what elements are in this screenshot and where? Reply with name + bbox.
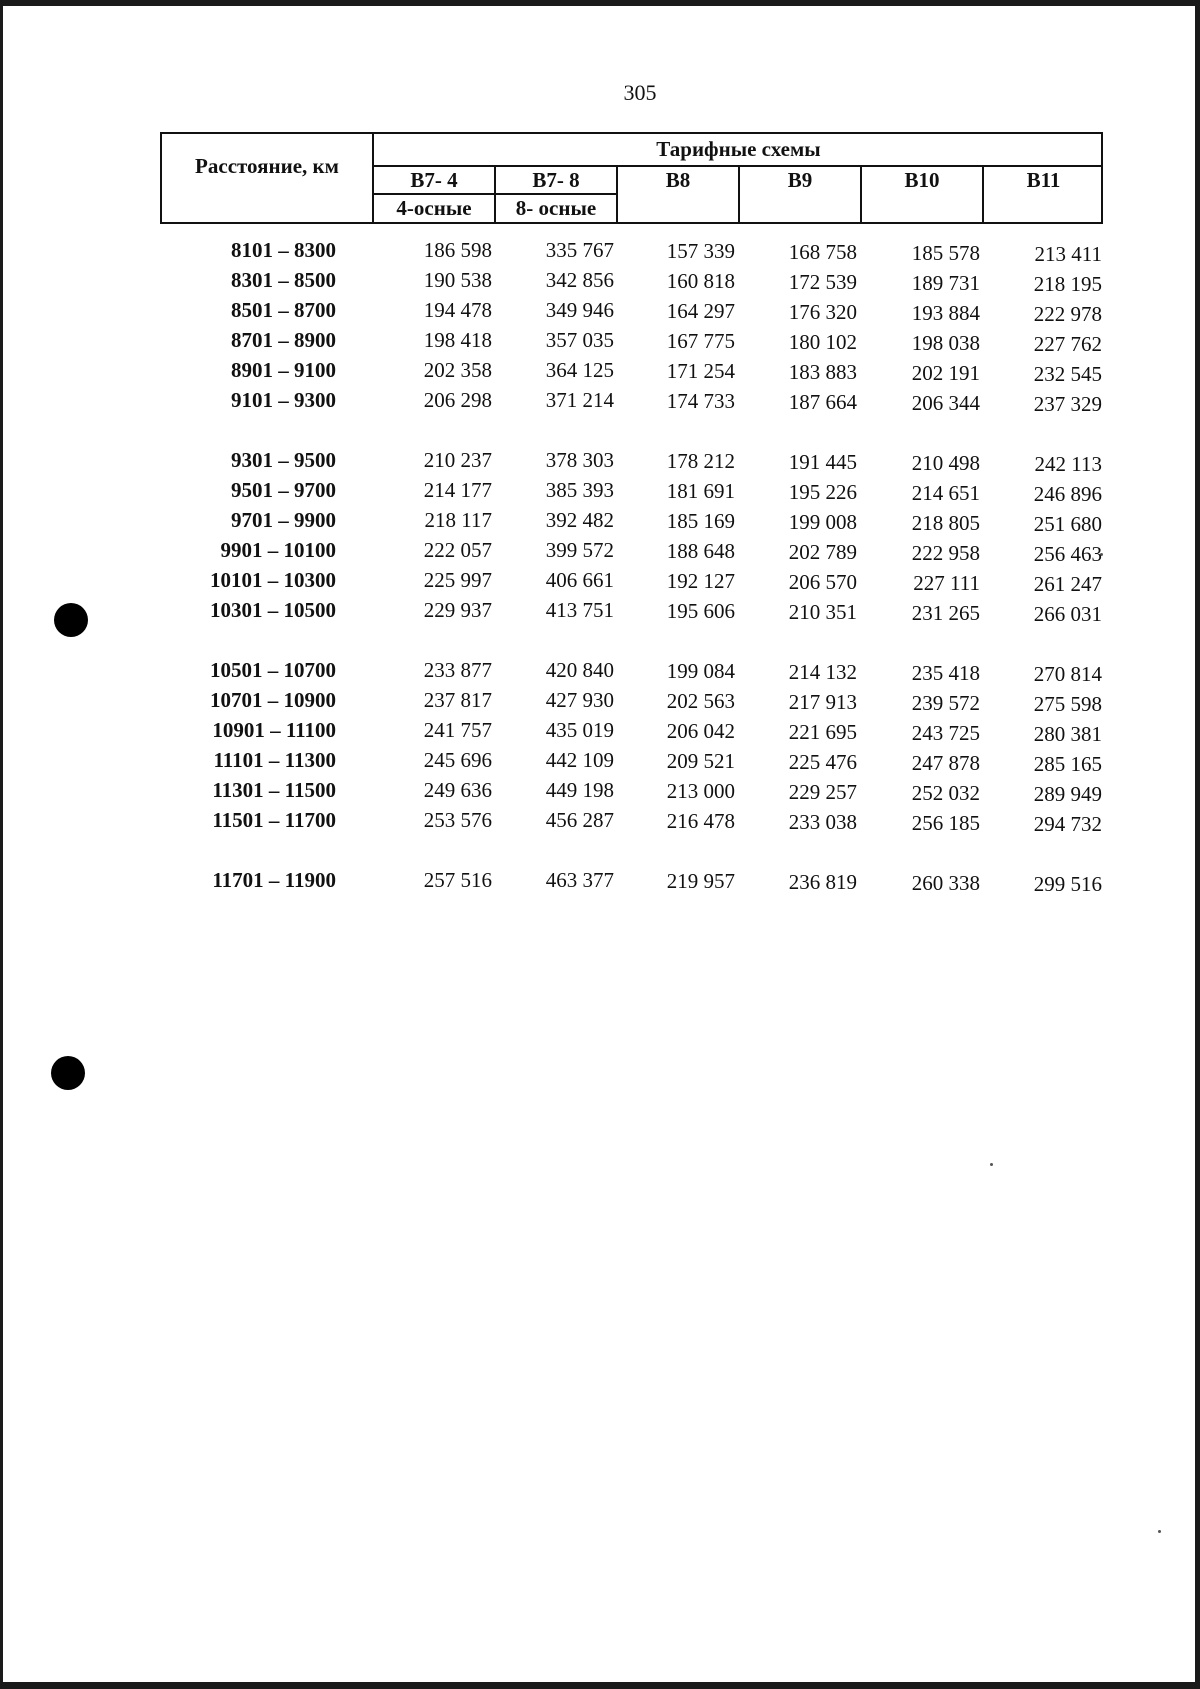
- tariff-value-cell: 176 320: [788, 300, 857, 324]
- distance-range-cell: 9101 – 9300: [231, 388, 336, 412]
- tariff-value-cell: 202 358: [423, 358, 492, 382]
- scan-speck: [990, 1163, 993, 1166]
- tariff-value-cell: 227 762: [1033, 332, 1102, 356]
- tariff-value-cell: 378 303: [545, 448, 614, 472]
- tariff-value-cell: 216 478: [666, 809, 735, 833]
- tariff-value-cell: 231 265: [911, 601, 980, 625]
- tariff-value-cell: 349 946: [545, 298, 614, 322]
- tariff-value-cell: 413 751: [545, 598, 614, 622]
- tariff-value-cell: 371 214: [545, 388, 614, 412]
- tariff-value-cell: 399 572: [545, 538, 614, 562]
- tariff-value-cell: 245 696: [423, 748, 492, 772]
- table-row: [0, 808, 1200, 836]
- column-header-b7-4: В7- 4: [410, 167, 458, 192]
- column-header-b8: В8: [665, 167, 691, 192]
- tariff-value-cell: 275 598: [1033, 692, 1102, 716]
- tariff-value-cell: 243 725: [911, 721, 980, 745]
- tariff-value-cell: 385 393: [545, 478, 614, 502]
- tariff-value-cell: 202 563: [666, 689, 735, 713]
- scan-border-bottom: [0, 1682, 1200, 1689]
- table-row: [0, 328, 1200, 356]
- tariff-value-cell: 236 819: [788, 870, 857, 894]
- tariff-value-cell: 285 165: [1033, 752, 1102, 776]
- tariff-value-cell: 222 978: [1033, 302, 1102, 326]
- tariff-value-cell: 219 957: [666, 869, 735, 893]
- distance-range-cell: 10501 – 10700: [210, 658, 336, 682]
- distance-range-cell: 10901 – 11100: [212, 718, 336, 742]
- table-row: [0, 358, 1200, 386]
- tariff-value-cell: 227 111: [913, 571, 980, 595]
- tariff-value-cell: 160 818: [666, 269, 735, 293]
- column-header-b7-8: В7- 8: [532, 167, 580, 192]
- tariff-value-cell: 252 032: [911, 781, 980, 805]
- tariff-value-cell: 246 896: [1033, 482, 1102, 506]
- tariff-value-cell: 210 237: [423, 448, 492, 472]
- distance-range-cell: 9501 – 9700: [231, 478, 336, 502]
- tariff-value-cell: 463 377: [545, 868, 614, 892]
- tariff-value-cell: 294 732: [1033, 812, 1102, 836]
- table-row: [0, 448, 1200, 476]
- tariff-value-cell: 364 125: [545, 358, 614, 382]
- tariff-value-cell: 253 576: [423, 808, 492, 832]
- tariff-value-cell: 172 539: [788, 270, 857, 294]
- tariff-value-cell: 157 339: [666, 239, 735, 263]
- scan-speck: [1158, 1530, 1161, 1533]
- tariff-value-cell: 199 084: [666, 659, 735, 683]
- tariff-value-cell: 229 257: [788, 780, 857, 804]
- distance-range-cell: 10701 – 10900: [210, 688, 336, 712]
- distance-range-cell: 10301 – 10500: [210, 598, 336, 622]
- tariff-value-cell: 206 042: [666, 719, 735, 743]
- tariff-value-cell: 435 019: [545, 718, 614, 742]
- table-header: [160, 132, 1103, 224]
- tariff-value-cell: 206 344: [911, 391, 980, 415]
- tariff-value-cell: 251 680: [1033, 512, 1102, 536]
- table-row: [0, 508, 1200, 536]
- tariff-value-cell: 213 411: [1034, 242, 1102, 266]
- tariff-value-cell: 406 661: [545, 568, 614, 592]
- tariff-value-cell: 180 102: [788, 330, 857, 354]
- tariff-value-cell: 187 664: [788, 390, 857, 414]
- tariff-value-cell: 449 198: [545, 778, 614, 802]
- distance-range-cell: 11301 – 11500: [212, 778, 336, 802]
- tariff-value-cell: 289 949: [1033, 782, 1102, 806]
- distance-range-cell: 9901 – 10100: [220, 538, 336, 562]
- tariff-value-cell: 189 731: [911, 271, 980, 295]
- distance-range-cell: 10101 – 10300: [210, 568, 336, 592]
- tariff-value-cell: 202 789: [788, 540, 857, 564]
- tariff-value-cell: 199 008: [788, 510, 857, 534]
- tariff-value-cell: 191 445: [788, 450, 857, 474]
- tariff-value-cell: 185 578: [911, 241, 980, 265]
- tariff-value-cell: 442 109: [545, 748, 614, 772]
- distance-header: Расстояние, км: [195, 153, 339, 178]
- tariff-value-cell: 456 287: [545, 808, 614, 832]
- tariff-value-cell: 225 997: [423, 568, 492, 592]
- tariff-value-cell: 266 031: [1033, 602, 1102, 626]
- tariff-value-cell: 237 817: [423, 688, 492, 712]
- tariff-value-cell: 241 757: [423, 718, 492, 742]
- tariff-value-cell: 190 538: [423, 268, 492, 292]
- tariff-value-cell: 221 695: [788, 720, 857, 744]
- tariff-value-cell: 270 814: [1033, 662, 1102, 686]
- tariff-value-cell: 299 516: [1033, 872, 1102, 896]
- table-row: [0, 568, 1200, 596]
- distance-range-cell: 8301 – 8500: [231, 268, 336, 292]
- tariff-value-cell: 174 733: [666, 389, 735, 413]
- tariff-value-cell: 335 767: [545, 238, 614, 262]
- tariff-value-cell: 214 177: [423, 478, 492, 502]
- tariff-value-cell: 222 057: [423, 538, 492, 562]
- tariff-value-cell: 427 930: [545, 688, 614, 712]
- distance-range-cell: 11101 – 11300: [213, 748, 336, 772]
- table-row: [0, 238, 1200, 266]
- tariff-value-cell: 256 185: [911, 811, 980, 835]
- tariff-value-cell: 242 113: [1034, 452, 1102, 476]
- tariff-value-cell: 342 856: [545, 268, 614, 292]
- table-row: [0, 868, 1200, 896]
- tariff-value-cell: 209 521: [666, 749, 735, 773]
- column-header-b11: В11: [1026, 167, 1061, 192]
- tariff-value-cell: 195 226: [788, 480, 857, 504]
- table-row: [0, 748, 1200, 776]
- tariff-value-cell: 247 878: [911, 751, 980, 775]
- distance-range-cell: 8501 – 8700: [231, 298, 336, 322]
- tariff-value-cell: 194 478: [423, 298, 492, 322]
- tariff-value-cell: 202 191: [911, 361, 980, 385]
- tariff-value-cell: 256 463: [1033, 542, 1102, 566]
- table-row: [0, 658, 1200, 686]
- tariff-value-cell: 249 636: [423, 778, 492, 802]
- table-row: [0, 478, 1200, 506]
- table-row: [0, 268, 1200, 296]
- tariff-value-cell: 188 648: [666, 539, 735, 563]
- distance-range-cell: 8701 – 8900: [231, 328, 336, 352]
- tariff-value-cell: 164 297: [666, 299, 735, 323]
- binder-hole-icon: [51, 1056, 85, 1090]
- distance-range-cell: 9301 – 9500: [231, 448, 336, 472]
- tariff-value-cell: 198 038: [911, 331, 980, 355]
- tariff-value-cell: 232 545: [1033, 362, 1102, 386]
- tariff-value-cell: 181 691: [666, 479, 735, 503]
- tariff-value-cell: 206 570: [788, 570, 857, 594]
- tariff-value-cell: 229 937: [423, 598, 492, 622]
- tariff-value-cell: 218 195: [1033, 272, 1102, 296]
- tariff-value-cell: 192 127: [666, 569, 735, 593]
- tariff-value-cell: 171 254: [666, 359, 735, 383]
- tariff-value-cell: 168 758: [788, 240, 857, 264]
- tariff-value-cell: 210 351: [788, 600, 857, 624]
- tariff-value-cell: 186 598: [423, 238, 492, 262]
- page-number: 305: [623, 80, 657, 105]
- tariff-value-cell: 167 775: [666, 329, 735, 353]
- distance-range-cell: 11501 – 11700: [212, 808, 336, 832]
- tariff-value-cell: 233 877: [423, 658, 492, 682]
- tariff-value-cell: 261 247: [1033, 572, 1102, 596]
- tariff-value-cell: 239 572: [911, 691, 980, 715]
- tariff-value-cell: 218 117: [424, 508, 492, 532]
- tariff-value-cell: 214 132: [788, 660, 857, 684]
- tariff-value-cell: 260 338: [911, 871, 980, 895]
- tariff-value-cell: 225 476: [788, 750, 857, 774]
- tariff-value-cell: 222 958: [911, 541, 980, 565]
- tariff-value-cell: 233 038: [788, 810, 857, 834]
- table-row: [0, 538, 1200, 566]
- tariff-value-cell: 237 329: [1033, 392, 1102, 416]
- tariff-value-cell: 280 381: [1033, 722, 1102, 746]
- column-subheader-4-axle: 4-осные: [396, 196, 472, 220]
- tariff-schemes-header: Тарифные схемы: [656, 137, 821, 161]
- table-row: [0, 718, 1200, 746]
- tariff-value-cell: 198 418: [423, 328, 492, 352]
- tariff-value-cell: 210 498: [911, 451, 980, 475]
- tariff-value-cell: 218 805: [911, 511, 980, 535]
- table-row: [0, 688, 1200, 716]
- table-row: [0, 598, 1200, 626]
- table-row: [0, 388, 1200, 416]
- tariff-value-cell: 392 482: [545, 508, 614, 532]
- tariff-value-cell: 217 913: [788, 690, 857, 714]
- column-header-b10: В10: [904, 167, 940, 192]
- table-row: [0, 778, 1200, 806]
- tariff-value-cell: 195 606: [666, 599, 735, 623]
- column-subheader-8-axle: 8- осные: [515, 196, 597, 220]
- distance-range-cell: 9701 – 9900: [231, 508, 336, 532]
- table-row: [0, 298, 1200, 326]
- tariff-value-cell: 214 651: [911, 481, 980, 505]
- tariff-value-cell: 257 516: [423, 868, 492, 892]
- column-header-b9: В9: [787, 167, 813, 192]
- tariff-value-cell: 178 212: [666, 449, 735, 473]
- tariff-value-cell: 183 883: [788, 360, 857, 384]
- distance-range-cell: 8101 – 8300: [231, 238, 336, 262]
- distance-range-cell: 11701 – 11900: [212, 868, 336, 892]
- tariff-value-cell: 213 000: [666, 779, 735, 803]
- tariff-value-cell: 193 884: [911, 301, 980, 325]
- tariff-value-cell: 206 298: [423, 388, 492, 412]
- distance-range-cell: 8901 – 9100: [231, 358, 336, 382]
- tariff-value-cell: 357 035: [545, 328, 614, 352]
- tariff-value-cell: 235 418: [911, 661, 980, 685]
- tariff-value-cell: 185 169: [666, 509, 735, 533]
- scan-border-top: [0, 0, 1200, 6]
- tariff-value-cell: 420 840: [545, 658, 614, 682]
